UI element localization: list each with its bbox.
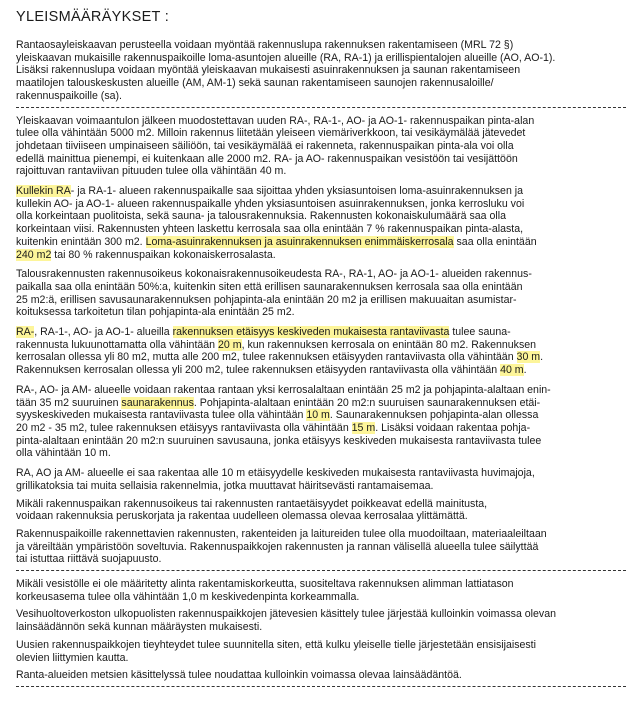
- paragraph-road-access: [16, 639, 626, 664]
- text-line: johdetaan tiiviiseen umpinaiseen säiliöön, tai vesikäymälää ei rakenneta, rakennuspaikan pinta-ala voi olla: [16, 139, 514, 152]
- paragraph-appearance: [16, 528, 626, 566]
- document-title: YLEISMÄÄRÄYKSET :: [16, 9, 170, 25]
- text-line: RA, AO ja AM- alueelle ei saa rakentaa alle 10 m etäisyydelle keskiveden mukaisesta rantaviivasta huvimajoja,: [16, 467, 535, 480]
- text-line: [16, 422, 626, 435]
- text-line: [16, 397, 626, 410]
- text-run: , kun rakennuksen kerrosala on enintään 80 m2. Rakennuksen: [241, 338, 537, 351]
- paragraph-structures: [16, 467, 626, 492]
- text-line: maatilojen talouskeskusten alueille (AM, AM-1) sekä saunan rakentamiseen saunojen rakennusaloille/: [16, 77, 494, 90]
- text-line: olla korkeintaan puolitoista, sekä sauna- ja talousrakennuksia. Rakennusten kokonaiskulumäärä saa olla: [16, 210, 506, 223]
- text-line: [16, 364, 626, 377]
- text-line: tulee olla vähintään 5000 m2. Milloin rakennus liitetään yleiseen viemäriverkkoon, tai vesikäymälää jätevedet: [16, 127, 526, 140]
- text-line: [16, 351, 626, 364]
- text-line: [16, 249, 626, 262]
- highlighted-text: 10 m: [306, 409, 330, 422]
- highlighted-text: Loma-asuinrakennuksen ja asuinrakennuksen enimmäiskerrosala: [145, 235, 454, 248]
- text-line: ja väreiltään ympäristöön soveltuvia. Rakennuspaikkojen rakennusten ja rannan välisellä alueella tulee säilyttää: [16, 540, 539, 553]
- dashed-divider: [16, 570, 626, 571]
- text-line: paikalla saa olla enintään 50%:a, kuitenkin siten että erillisen saunarakennuksen kerrosala saa olla enintään: [16, 280, 523, 293]
- text-run: . Lisäksi voidaan rakentaa pohja-: [375, 421, 531, 434]
- text-run: tulee sauna-: [449, 326, 511, 339]
- text-line: [16, 326, 626, 339]
- text-run: .: [523, 364, 527, 377]
- paragraph-building-rights: [16, 185, 626, 261]
- text-line: yleiskaavan mukaisille rakennuspaikoille loma-asuntojen alueille (RA, RA-1) ja erillispientalojen alueille (AO, AO-1).: [16, 51, 556, 64]
- text-line: lainsäädännön sekä kunnan määräysten mukaisesti.: [16, 621, 263, 634]
- dashed-divider: [16, 107, 626, 108]
- text-line: Rakennuspaikoille rakennettavien rakennusten, rakenteiden ja laitureiden tulee olla muodoiltaan, materiaaleiltaan: [16, 527, 547, 540]
- text-run: - ja RA-1- alueen rakennuspaikalle saa sijoittaa yhden yksiasuntoisen loma-asuinrakennuksen ja: [70, 185, 524, 198]
- text-line: Yleiskaavan voimaantulon jälkeen muodostettavan uuden RA-, RA-1-, AO- ja AO-1- rakennuspaikan pinta-alan: [16, 114, 535, 127]
- text-line: korkeusasema tulee olla vähintään 1,0 m keskivedenpinta korkeammalla.: [16, 590, 360, 603]
- text-line: Mikäli rakennuspaikan rakennusoikeus tai rakennusten rantaetäisyydet poikkeavat edellä mainitusta,: [16, 497, 488, 510]
- text-run: tai 80 % rakennuspaikan kokonaiskerrosalasta.: [51, 248, 276, 261]
- text-line: kullekin AO- ja AO-1- alueen rakennuspaikalle yhden yksiasuntoisen asuinrakennuksen, jonka kerrosluku voi: [16, 197, 525, 210]
- paragraph-forestry: [16, 669, 626, 682]
- text-run: tään 35 m2 suuruinen: [16, 396, 122, 409]
- text-line: rakennuspaikoille (sa).: [16, 89, 122, 102]
- text-line: tai istuttaa riittävä suojapuusto.: [16, 553, 162, 566]
- text-line: edellä mainittua pienempi, ei kuitenkaan alle 2000 m2. RA- ja AO- rakennuspaikan vesistöön tai vesijättöön: [16, 152, 518, 165]
- text-line: Rantaosayleiskaavan perusteella voidaan myöntää rakennuslupa rakennuksen rakentamiseen (MRL 72 §): [16, 39, 514, 51]
- highlighted-text: Kullekin RA: [16, 185, 71, 198]
- text-line: rajoittuvan rantaviivan pituuden tulee olla vähintään 40 m.: [16, 165, 287, 178]
- text-run: . Saunarakennuksen pohjapinta-alan ollessa: [329, 409, 539, 422]
- paragraph-plot-size: [16, 115, 626, 179]
- text-run: syyskeskiveden mukaisesta rantaviivasta tulee olla vähintään: [16, 409, 307, 422]
- highlighted-text: 40 m: [500, 364, 524, 377]
- text-line: grillikatoksia tai muita sellaisia rakennelmia, jotka muuttavat häiritsevästi rantamaisemaa.: [16, 479, 434, 492]
- text-line: RA-, AO- ja AM- alueelle voidaan rakentaa rantaan yksi kerrosalaltaan enintään 25 m2 ja pohjapinta-alaltaan enin-: [16, 383, 551, 396]
- text-run: Rakennuksen kerrosalan ollessa yli 200 m2, tulee rakennuksen etäisyyden rantaviivasta olla vähintään: [16, 364, 501, 377]
- text-line: korkeintaan viisi. Rakennusten yhteen laskettu kerrosala saa olla enintään 7 % rakennuspaikan pinta-alasta,: [16, 223, 524, 236]
- highlighted-text: 30 m: [516, 351, 541, 364]
- dashed-divider: [16, 686, 626, 687]
- paragraph-floor-level: [16, 578, 626, 603]
- text-line: [16, 409, 626, 422]
- text-run: saa olla enintään: [453, 235, 537, 248]
- text-line: voidaan rakennuksia peruskorjata ja rakentaa uudelleen olemassa olevaa kerrosalaa ylittämättä.: [16, 510, 468, 523]
- text-line: Talousrakennusten rakennusoikeus kokonaisrakennusoikeudesta RA-, RA-1, AO- ja AO-1- alueiden rakennus-: [16, 268, 532, 281]
- text-line: 25 m2:ä, erillisen savusaunarakennuksen pohjapinta-ala enintään 20 m2 ja erillisen makuuaitan asumistar-: [16, 293, 517, 306]
- text-run: . Pohjapinta-alaltaan enintään 20 m2:n suuruisen saunarakennuksen etäi-: [193, 396, 541, 409]
- text-run: kuitenkin enintään 300 m2.: [16, 235, 146, 248]
- text-line: olevien liittymien kautta.: [16, 651, 129, 664]
- paragraph-outbuildings: [16, 268, 626, 319]
- highlighted-text: 240 m2: [16, 248, 52, 261]
- text-line: Vesihuoltoverkoston ulkopuolisten rakennuspaikkojen jätevesien käsittely tulee järjestää kulloinkin voimassa olevan: [16, 608, 557, 621]
- text-line: [16, 236, 626, 249]
- paragraph-wastewater: [16, 608, 626, 633]
- paragraph-shore-distance: [16, 326, 626, 377]
- highlighted-text: 15 m: [351, 421, 376, 434]
- text-run: kerrosalan ollessa yli 80 m2, mutta alle 200 m2, tulee rakennuksen etäisyyden rantaviivasta olla vähintään: [16, 351, 517, 364]
- paragraph-renovation: [16, 498, 626, 523]
- highlighted-text: rakennuksen etäisyys keskiveden mukaisesta rantaviivasta: [172, 326, 450, 339]
- text-line: koituksessa tarkoitetun tilan pohjapinta-ala enintään 25 m2.: [16, 306, 295, 319]
- paragraph-building-permit: [16, 39, 626, 103]
- text-line: pinta-alaltaan enintään 20 m2:n suuruinen savusauna, jonka etäisyys keskiveden mukaisesta rantaviivasta tulee: [16, 434, 542, 447]
- text-line: Mikäli vesistölle ei ole määritetty alinta rakentamiskorkeutta, suositeltava rakennuksen alimman lattiatason: [16, 578, 514, 591]
- text-line: [16, 185, 626, 198]
- text-line: olla vähintään 10 m.: [16, 447, 111, 460]
- text-line: [16, 339, 626, 352]
- highlighted-text: 20 m: [218, 338, 242, 351]
- paragraph-sauna: [16, 384, 626, 460]
- highlighted-text: saunarakennus: [121, 396, 194, 409]
- text-run: , RA-1-, AO- ja AO-1- alueilla: [34, 326, 173, 339]
- text-line: Uusien rakennuspaikkojen tieyhteydet tulee suunnitella siten, että kulku yleiselle tielle järjestetään ensisijaisesti: [16, 638, 536, 651]
- text-line: Ranta-alueiden metsien käsittelyssä tulee noudattaa kulloinkin voimassa olevaa lainsäädäntöä.: [16, 669, 462, 682]
- text-run: rakennusta lukuunottamatta olla vähintään: [16, 338, 219, 351]
- text-run: 20 m2 - 35 m2, tulee rakennuksen etäisyys rantaviivasta olla vähintään: [16, 421, 352, 434]
- text-run: .: [540, 351, 544, 364]
- highlighted-text: RA-: [16, 326, 35, 339]
- text-line: Lisäksi rakennuslupa voidaan myöntää yleiskaavan mukaisesti asuinrakennuksen ja saunan rakentamiseen: [16, 64, 521, 77]
